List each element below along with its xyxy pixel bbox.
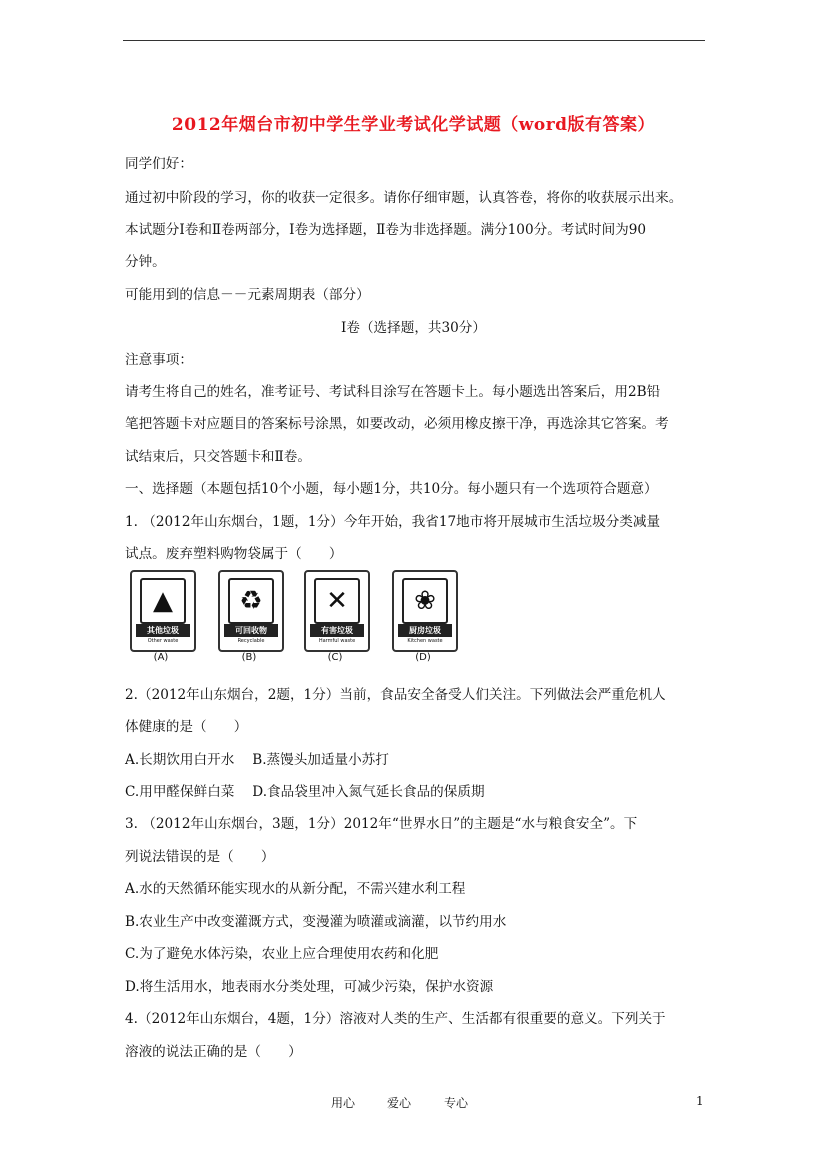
other-waste-icon: ▲ (140, 578, 186, 624)
question-3-option-a: A.水的天然循环能实现水的从新分配，不需兴建水利工程 (125, 881, 466, 897)
bin-tag: 可回收物 (224, 624, 278, 637)
bin-subtitle: Recyclable (237, 638, 265, 644)
question-2-line-2: 体健康的是（ ） (125, 719, 248, 735)
periodic-table-note: 可能用到的信息－－元素周期表（部分） (125, 287, 370, 303)
part-one-heading: 一、选择题（本题包括10个小题，每小题1分，共10分。每小题只有一个选项符合题意） (125, 481, 658, 497)
bin-tag: 其他垃圾 (136, 624, 190, 637)
notes-line-3: 试结束后，只交答题卡和Ⅱ卷。 (125, 449, 311, 465)
recycle-icon: ♻ (228, 578, 274, 624)
page-title: 2012年烟台市初中学生学业考试化学试题（word版有答案） (171, 115, 656, 135)
page-number: 1 (696, 1094, 704, 1108)
bin-subtitle: Other waste (147, 638, 179, 644)
question-3-option-b: B.农业生产中改变灌溉方式，变漫灌为喷灌或滴灌，以节约用水 (125, 914, 507, 930)
option-label-c: (C) (327, 652, 343, 663)
footer-word-1: 用心 (331, 1096, 356, 1110)
footer-word-2: 爱心 (387, 1096, 412, 1110)
harmful-waste-icon: ✕ (314, 578, 360, 624)
header-rule (123, 40, 705, 41)
notes-line-2: 笔把答题卡对应题目的答案标号涂黑，如要改动，必须用橡皮擦干净，再选涂其它答案。考 (125, 416, 669, 432)
notes-line-1: 请考生将自己的姓名，准考证号、考试科目涂写在答题卡上。每小题选出答案后，用2B铅 (125, 384, 661, 400)
bin-subtitle: Kitchen waste (407, 638, 443, 644)
question-1-line-2: 试点。废弃塑料购物袋属于（ ） (125, 546, 343, 562)
question-4-line-1: 4.（2012年山东烟台，4题，1分）溶液对人类的生产、生活都有很重要的意义。下列关于 (125, 1011, 666, 1027)
option-label-d: (D) (415, 652, 431, 663)
notes-title: 注意事项： (125, 352, 193, 368)
bin-tag: 厨房垃圾 (398, 624, 452, 637)
question-3-option-d: D.将生活用水，地表雨水分类处理，可减少污染，保护水资源 (125, 979, 494, 995)
intro-line-3: 分钟。 (125, 254, 166, 270)
bin-recyclable (218, 570, 284, 652)
bin-subtitle: Harmful waste (318, 638, 356, 644)
option-label-b: (B) (241, 652, 257, 663)
intro-line-2: 本试题分Ⅰ卷和Ⅱ卷两部分，Ⅰ卷为选择题，Ⅱ卷为非选择题。满分100分。考试时间为90 (125, 222, 647, 238)
question-1-line-1: 1. （2012年山东烟台，1题，1分）今年开始，我省17地市将开展城市生活垃圾分类减量 (125, 514, 661, 530)
question-3-line-1: 3. （2012年山东烟台，3题，1分）2012年“世界水日”的主题是“水与粮食安全”。下 (125, 816, 638, 832)
footer-word-3: 专心 (444, 1096, 469, 1110)
section-heading: Ⅰ卷（选择题，共30分） (340, 320, 486, 336)
question-2-options-ab: A.长期饮用白开水 B.蒸馒头加适量小苏打 (125, 752, 389, 768)
waste-bin-figure (128, 570, 468, 668)
greeting: 同学们好： (125, 156, 193, 172)
option-label-a: (A) (153, 652, 169, 663)
bin-harmful-waste (304, 570, 370, 652)
question-3-line-2: 列说法错误的是（ ） (125, 849, 275, 865)
bin-tag: 有害垃圾 (310, 624, 364, 637)
question-2-options-cd: C.用甲醛保鲜白菜 D.食品袋里冲入氮气延长食品的保质期 (125, 784, 485, 800)
bin-kitchen-waste (392, 570, 458, 652)
intro-line-1: 通过初中阶段的学习，你的收获一定很多。请你仔细审题，认真答卷，将你的收获展示出来。 (125, 190, 683, 206)
question-2-line-1: 2.（2012年山东烟台，2题，1分）当前，食品安全备受人们关注。下列做法会严重危机人 (125, 687, 666, 703)
kitchen-waste-icon: ❀ (402, 578, 448, 624)
question-3-option-c: C.为了避免水体污染，农业上应合理使用农药和化肥 (125, 946, 439, 962)
question-4-line-2: 溶液的说法正确的是（ ） (125, 1044, 302, 1060)
bin-other-waste (130, 570, 196, 652)
